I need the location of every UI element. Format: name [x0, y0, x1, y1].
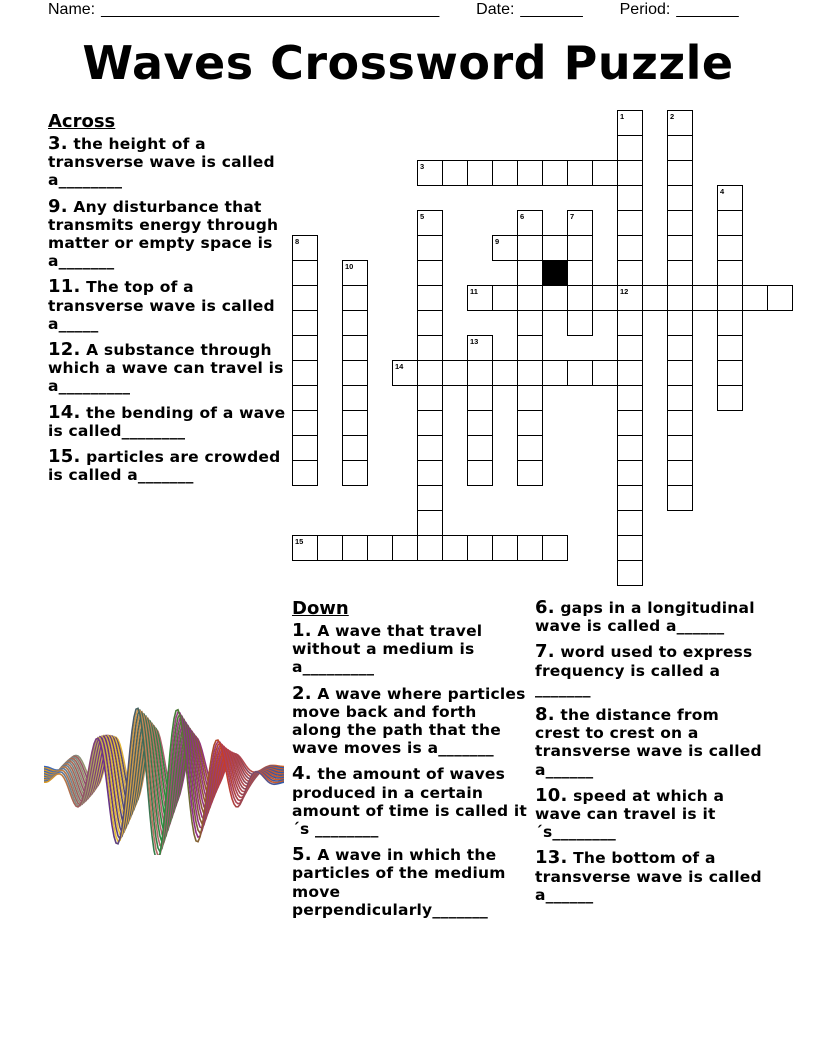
crossword-cell[interactable]: [317, 535, 343, 561]
crossword-cell[interactable]: [517, 260, 543, 286]
crossword-cell[interactable]: [567, 160, 593, 186]
crossword-cell[interactable]: [742, 285, 768, 311]
crossword-cell[interactable]: [667, 385, 693, 411]
crossword-cell[interactable]: [542, 360, 568, 386]
wave-illustration: [44, 695, 284, 855]
crossword-cell[interactable]: [292, 360, 318, 386]
crossword-cell[interactable]: [667, 160, 693, 186]
clue-across-3: 3. the height of a transverse wave is called a________: [48, 133, 275, 190]
clue-down-1: 1. A wave that travel without a medium is a_________: [292, 620, 483, 677]
crossword-cell[interactable]: [342, 360, 368, 386]
crossword-cell[interactable]: [442, 360, 468, 386]
clue-across-15: 15. particles are crowded is called a_______: [48, 446, 281, 485]
crossword-cell[interactable]: [667, 210, 693, 236]
clue-down-5: 5. A wave in which the particles of the medium move perpendicularly_______: [292, 844, 506, 919]
crossword-cell[interactable]: [667, 410, 693, 436]
crossword-cell[interactable]: [717, 335, 743, 361]
crossword-cell[interactable]: [442, 535, 468, 561]
crossword-cell[interactable]: [417, 260, 443, 286]
crossword-cell[interactable]: [467, 360, 493, 386]
cell-number: 8: [295, 237, 300, 246]
crossword-cell[interactable]: [417, 335, 443, 361]
crossword-cell[interactable]: [467, 435, 493, 461]
crossword-cell[interactable]: [617, 460, 643, 486]
across-clues: [48, 135, 288, 492]
crossword-cell[interactable]: [467, 160, 493, 186]
crossword-cell[interactable]: [492, 285, 518, 311]
crossword-cell[interactable]: [617, 260, 643, 286]
crossword-cell[interactable]: [467, 285, 493, 311]
crossword-cell[interactable]: [717, 310, 743, 336]
cell-number: 3: [420, 162, 425, 171]
crossword-cell[interactable]: [517, 160, 543, 186]
crossword-cell[interactable]: [342, 410, 368, 436]
crossword-cell[interactable]: [517, 235, 543, 261]
crossword-cell[interactable]: [667, 185, 693, 211]
clue-down-7: 7. word used to express frequency is called a _______: [535, 641, 753, 698]
crossword-cell[interactable]: [417, 510, 443, 536]
crossword-cell[interactable]: [517, 435, 543, 461]
crossword-cell[interactable]: [417, 160, 443, 186]
crossword-cell[interactable]: [517, 285, 543, 311]
crossword-cell[interactable]: [517, 335, 543, 361]
crossword-cell[interactable]: [617, 235, 643, 261]
crossword-cell[interactable]: [717, 260, 743, 286]
crossword-cell[interactable]: [592, 285, 618, 311]
crossword-cell[interactable]: [617, 535, 643, 561]
crossword-cell[interactable]: [292, 460, 318, 486]
page-title: Waves Crossword Puzzle: [82, 36, 734, 90]
crossword-cell[interactable]: [492, 535, 518, 561]
crossword-cell[interactable]: [542, 160, 568, 186]
cell-number: 9: [495, 237, 500, 246]
crossword-cell[interactable]: [417, 460, 443, 486]
cell-number: 5: [420, 212, 425, 221]
crossword-cell[interactable]: [517, 210, 543, 236]
crossword-cell[interactable]: [292, 335, 318, 361]
crossword-cell[interactable]: [342, 435, 368, 461]
crossword-cell[interactable]: [342, 385, 368, 411]
cell-number: 7: [570, 212, 575, 221]
crossword-cell[interactable]: [417, 285, 443, 311]
clue-across-14: 14. the bending of a wave is called________: [48, 401, 286, 440]
crossword-cell[interactable]: [417, 210, 443, 236]
crossword-cell[interactable]: [717, 210, 743, 236]
clue-across-11: 11. The top of a transverse wave is called a_____: [48, 276, 275, 333]
crossword-cell[interactable]: [417, 310, 443, 336]
down-clues-left: [292, 622, 528, 927]
date-blank[interactable]: _______: [520, 1, 583, 18]
clue-across-9: 9. Any disturbance that transmits energy through matter or empty space is a_______: [48, 195, 279, 271]
clue-down-10: 10. speed at which a wave can travel is it´s________: [535, 784, 725, 842]
crossword-cell[interactable]: [617, 485, 643, 511]
crossword-cell[interactable]: [417, 385, 443, 411]
crossword-cell[interactable]: [417, 360, 443, 386]
crossword-cell[interactable]: [342, 335, 368, 361]
crossword-cell[interactable]: [617, 110, 643, 136]
crossword-cell[interactable]: [542, 535, 568, 561]
crossword-cell[interactable]: [667, 235, 693, 261]
clue-down-2: 2. A wave where particles move back and forth along the path that the wave moves is a_______: [292, 682, 526, 758]
crossword-cell[interactable]: [567, 260, 593, 286]
crossword-cell[interactable]: [667, 135, 693, 161]
crossword-cell[interactable]: [667, 460, 693, 486]
crossword-cell[interactable]: [717, 360, 743, 386]
crossword-cell[interactable]: [692, 285, 718, 311]
crossword-cell[interactable]: [517, 385, 543, 411]
crossword-cell[interactable]: [342, 310, 368, 336]
crossword-cell[interactable]: [467, 335, 493, 361]
crossword-cell[interactable]: [542, 235, 568, 261]
crossword-cell[interactable]: [492, 160, 518, 186]
crossword-cell[interactable]: [417, 535, 443, 561]
crossword-cell[interactable]: [567, 360, 593, 386]
crossword-cell[interactable]: [617, 435, 643, 461]
crossword-cell[interactable]: [667, 485, 693, 511]
crossword-cell[interactable]: [617, 335, 643, 361]
crossword-cell[interactable]: [592, 360, 618, 386]
crossword-cell[interactable]: [617, 410, 643, 436]
cell-number: 15: [295, 537, 304, 546]
crossword-cell[interactable]: [292, 410, 318, 436]
down-clues-right: [535, 599, 765, 912]
crossword-cell[interactable]: [567, 285, 593, 311]
crossword-cell[interactable]: [292, 385, 318, 411]
crossword-cell[interactable]: [542, 285, 568, 311]
crossword-cell[interactable]: [617, 310, 643, 336]
crossword-cell[interactable]: [717, 285, 743, 311]
crossword-cell[interactable]: [667, 310, 693, 336]
crossword-cell[interactable]: [767, 285, 793, 311]
crossword-cell[interactable]: [617, 560, 643, 586]
crossword-cell[interactable]: [517, 460, 543, 486]
crossword-cell[interactable]: [292, 535, 318, 561]
period-label: Period:: [619, 1, 671, 18]
cell-number: 10: [345, 262, 354, 271]
crossword-cell[interactable]: [292, 285, 318, 311]
crossword-cell[interactable]: [617, 185, 643, 211]
crossword-cell[interactable]: [392, 535, 418, 561]
crossword-cell[interactable]: [467, 385, 493, 411]
crossword-cell[interactable]: [492, 235, 518, 261]
crossword-cell[interactable]: [667, 360, 693, 386]
crossword-cell[interactable]: [642, 285, 668, 311]
name-label: Name:: [48, 1, 96, 18]
cell-number: 14: [395, 362, 404, 371]
black-square: [542, 260, 568, 286]
crossword-cell[interactable]: [667, 435, 693, 461]
crossword-cell[interactable]: [292, 435, 318, 461]
clue-down-6: 6. gaps in a longitudinal wave is called a______: [535, 597, 755, 636]
crossword-cell[interactable]: [342, 260, 368, 286]
crossword-cell[interactable]: [617, 360, 643, 386]
crossword-cell[interactable]: [292, 235, 318, 261]
crossword-cell[interactable]: [367, 535, 393, 561]
header-fields: [48, 0, 745, 20]
crossword-cell[interactable]: [517, 360, 543, 386]
crossword-cell[interactable]: [467, 410, 493, 436]
crossword-cell[interactable]: [417, 235, 443, 261]
name-blank[interactable]: ______________________________________: [101, 1, 440, 18]
crossword-cell[interactable]: [467, 535, 493, 561]
crossword-cell[interactable]: [567, 210, 593, 236]
crossword-cell[interactable]: [517, 410, 543, 436]
cell-number: 6: [520, 212, 525, 221]
period-blank[interactable]: _______: [676, 1, 739, 18]
across-heading: Across: [48, 111, 116, 132]
crossword-cell[interactable]: [342, 285, 368, 311]
crossword-cell[interactable]: [617, 160, 643, 186]
date-label: Date:: [476, 1, 515, 18]
cell-number: 1: [620, 112, 625, 121]
crossword-cell[interactable]: [617, 210, 643, 236]
crossword-cell[interactable]: [567, 310, 593, 336]
crossword-cell[interactable]: [717, 235, 743, 261]
clue-down-13: 13. The bottom of a transverse wave is called a______: [535, 847, 762, 904]
crossword-cell[interactable]: [467, 460, 493, 486]
crossword-cell[interactable]: [442, 160, 468, 186]
crossword-cell[interactable]: [567, 235, 593, 261]
crossword-cell[interactable]: [342, 535, 368, 561]
crossword-cell[interactable]: [392, 360, 418, 386]
crossword-cell[interactable]: [292, 260, 318, 286]
crossword-cell[interactable]: [667, 110, 693, 136]
crossword-cell[interactable]: [592, 160, 618, 186]
crossword-cell[interactable]: [492, 360, 518, 386]
cell-number: 2: [670, 112, 675, 121]
crossword-cell[interactable]: [517, 535, 543, 561]
crossword-cell[interactable]: [717, 185, 743, 211]
crossword-cell[interactable]: [667, 260, 693, 286]
crossword-cell[interactable]: [417, 435, 443, 461]
crossword-cell[interactable]: [617, 385, 643, 411]
crossword-cell[interactable]: [667, 285, 693, 311]
crossword-cell[interactable]: [617, 285, 643, 311]
down-heading: Down: [292, 598, 349, 619]
crossword-cell[interactable]: [617, 135, 643, 161]
crossword-cell[interactable]: [717, 385, 743, 411]
clue-down-8: 8. the distance from crest to crest on a transverse wave is called a______: [535, 704, 762, 779]
cell-number: 13: [470, 337, 479, 346]
cell-number: 12: [620, 287, 629, 296]
cell-number: 11: [470, 287, 478, 296]
crossword-cell[interactable]: [292, 310, 318, 336]
crossword-cell[interactable]: [517, 310, 543, 336]
crossword-cell[interactable]: [417, 410, 443, 436]
cell-number: 4: [720, 187, 725, 196]
clue-across-12: 12. A substance through which a wave can travel is a_________: [48, 339, 284, 396]
crossword-cell[interactable]: [417, 485, 443, 511]
crossword-cell[interactable]: [617, 510, 643, 536]
crossword-cell[interactable]: [342, 460, 368, 486]
crossword-cell[interactable]: [667, 335, 693, 361]
clue-down-4: 4. the amount of waves produced in a certain amount of time is called it´s ________: [292, 763, 528, 839]
